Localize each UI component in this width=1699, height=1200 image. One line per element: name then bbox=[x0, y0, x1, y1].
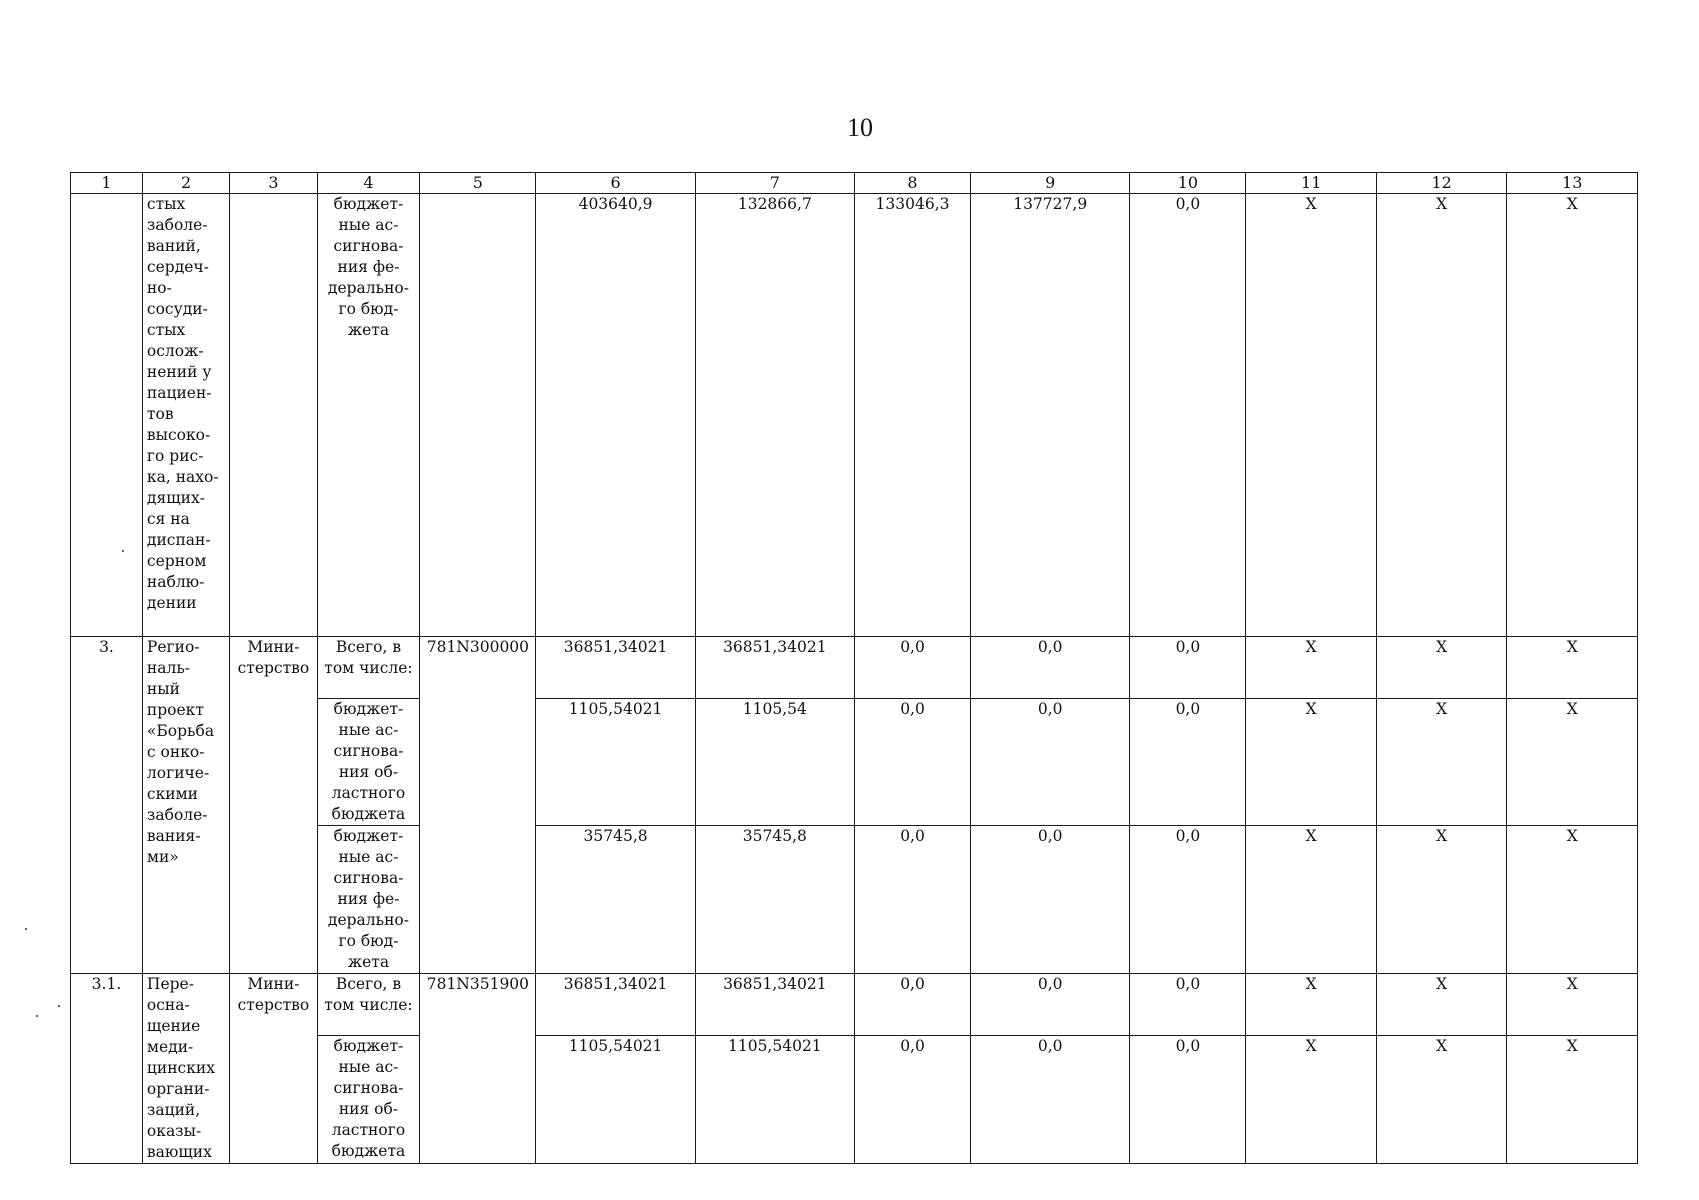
value-cell: 0,0 bbox=[854, 699, 970, 826]
value-cell: X bbox=[1376, 699, 1506, 826]
budget-table bbox=[70, 172, 1638, 1164]
value-cell: X bbox=[1507, 699, 1638, 826]
value-cell: X bbox=[1246, 1036, 1376, 1164]
value-cell: 0,0 bbox=[1130, 637, 1246, 699]
measure-name-cell: стых заболе- ваний, сердеч- но- сосуди- стых ослож- нений у пациен- тов высоко- го рис- ка, нахо- дящих- ся на диспан- серном наблю- дении bbox=[142, 194, 229, 637]
column-header: 3 bbox=[230, 173, 317, 194]
column-header: 1 bbox=[71, 173, 143, 194]
value-cell: 0,0 bbox=[1130, 974, 1246, 1036]
column-header: 13 bbox=[1507, 173, 1638, 194]
funding-source-cell: бюджет- ные ас- сигнова- ния фе- дерально- го бюд- жета bbox=[317, 194, 420, 637]
value-cell: 1105,54021 bbox=[536, 699, 695, 826]
column-header: 10 bbox=[1130, 173, 1246, 194]
column-header: 12 bbox=[1376, 173, 1506, 194]
value-cell: X bbox=[1246, 194, 1376, 637]
measure-name-cell: Регио- наль- ный проект «Борьба с онко- логиче- скими заболе- вания- ми» bbox=[142, 637, 229, 974]
scan-speck bbox=[36, 1015, 38, 1017]
table-row bbox=[71, 637, 1638, 699]
column-header: 11 bbox=[1246, 173, 1376, 194]
value-cell: 1105,54 bbox=[695, 699, 854, 826]
scan-speck bbox=[122, 550, 124, 552]
column-header: 6 bbox=[536, 173, 695, 194]
value-cell: X bbox=[1376, 194, 1506, 637]
value-cell: 0,0 bbox=[1130, 826, 1246, 974]
value-cell: 0,0 bbox=[1130, 1036, 1246, 1164]
value-cell: 0,0 bbox=[971, 974, 1130, 1036]
executor-cell bbox=[230, 194, 317, 637]
value-cell: X bbox=[1246, 637, 1376, 699]
column-header: 9 bbox=[971, 173, 1130, 194]
value-cell: X bbox=[1507, 826, 1638, 974]
value-cell: 0,0 bbox=[971, 699, 1130, 826]
measure-name-cell: Пере- осна- щение меди- цинских органи- заций, оказы- вающих bbox=[142, 974, 229, 1164]
column-header: 5 bbox=[420, 173, 536, 194]
column-header: 7 bbox=[695, 173, 854, 194]
value-cell: 0,0 bbox=[1130, 699, 1246, 826]
page-number: 10 bbox=[847, 113, 873, 142]
value-cell: X bbox=[1507, 194, 1638, 637]
column-header: 8 bbox=[854, 173, 970, 194]
value-cell: X bbox=[1507, 1036, 1638, 1164]
value-cell: 36851,34021 bbox=[536, 974, 695, 1036]
row-number-cell bbox=[71, 194, 143, 637]
value-cell: 0,0 bbox=[854, 1036, 970, 1164]
value-cell: X bbox=[1246, 826, 1376, 974]
value-cell: 36851,34021 bbox=[695, 974, 854, 1036]
value-cell: 0,0 bbox=[971, 1036, 1130, 1164]
value-cell: 0,0 bbox=[854, 974, 970, 1036]
scan-speck bbox=[25, 928, 27, 930]
funding-source-cell: бюджет- ные ас- сигнова- ния об- ластного бюджета bbox=[317, 699, 420, 826]
value-cell: X bbox=[1246, 699, 1376, 826]
value-cell: X bbox=[1507, 637, 1638, 699]
budget-code-cell bbox=[420, 194, 536, 637]
row-number-cell: 3. bbox=[71, 637, 143, 974]
value-cell: 0,0 bbox=[854, 826, 970, 974]
scan-speck bbox=[58, 1005, 60, 1007]
column-header: 2 bbox=[142, 173, 229, 194]
row-number-cell: 3.1. bbox=[71, 974, 143, 1164]
table-row bbox=[71, 194, 1638, 637]
executor-cell: Мини- стерство bbox=[230, 637, 317, 974]
value-cell: X bbox=[1246, 974, 1376, 1036]
value-cell: 132866,7 bbox=[695, 194, 854, 637]
funding-source-cell: Всего, в том числе: bbox=[317, 974, 420, 1036]
funding-source-cell: бюджет- ные ас- сигнова- ния фе- дерально- го бюд- жета bbox=[317, 826, 420, 974]
value-cell: X bbox=[1507, 974, 1638, 1036]
table-row bbox=[71, 974, 1638, 1036]
budget-code-cell: 781N300000 bbox=[420, 637, 536, 974]
value-cell: 403640,9 bbox=[536, 194, 695, 637]
value-cell: 35745,8 bbox=[695, 826, 854, 974]
value-cell: 35745,8 bbox=[536, 826, 695, 974]
value-cell: 137727,9 bbox=[971, 194, 1130, 637]
value-cell: 36851,34021 bbox=[536, 637, 695, 699]
value-cell: 0,0 bbox=[854, 637, 970, 699]
column-number-row bbox=[71, 173, 1638, 194]
value-cell: X bbox=[1376, 974, 1506, 1036]
column-header: 4 bbox=[317, 173, 420, 194]
value-cell: X bbox=[1376, 637, 1506, 699]
value-cell: X bbox=[1376, 1036, 1506, 1164]
value-cell: 0,0 bbox=[971, 637, 1130, 699]
funding-source-cell: бюджет- ные ас- сигнова- ния об- ластного бюджета bbox=[317, 1036, 420, 1164]
value-cell: 0,0 bbox=[1130, 194, 1246, 637]
value-cell: 133046,3 bbox=[854, 194, 970, 637]
value-cell: 1105,54021 bbox=[695, 1036, 854, 1164]
funding-source-cell: Всего, в том числе: bbox=[317, 637, 420, 699]
value-cell: X bbox=[1376, 826, 1506, 974]
value-cell: 0,0 bbox=[971, 826, 1130, 974]
executor-cell: Мини- стерство bbox=[230, 974, 317, 1164]
value-cell: 36851,34021 bbox=[695, 637, 854, 699]
value-cell: 1105,54021 bbox=[536, 1036, 695, 1164]
budget-code-cell: 781N351900 bbox=[420, 974, 536, 1164]
